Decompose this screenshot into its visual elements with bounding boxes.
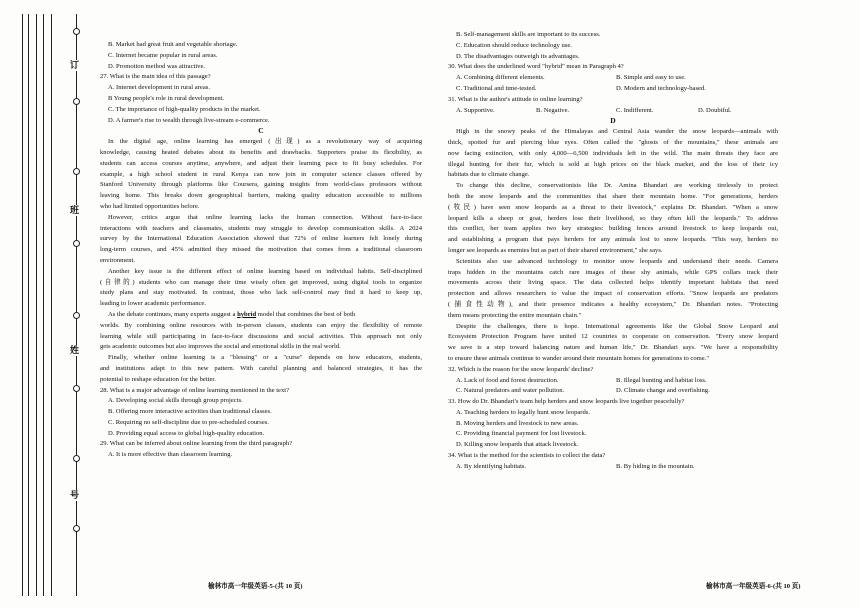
underlined-word-hybrid: hybrid (237, 310, 257, 318)
text-line: and establishing a program that pays herders for any animals lost to snow leopards. "This way, herders no (448, 236, 778, 244)
passage-c-paragraph-4 (100, 310, 422, 353)
option-line: A. Developing social skills through group projects. (108, 397, 243, 405)
text-line: gets academic outcomes but also improves the social and emotional skills in the real world. (100, 343, 341, 351)
section-heading-d: D (610, 116, 616, 126)
passage-c-paragraph-2 (100, 213, 422, 267)
binding-hole (73, 385, 80, 392)
text-line: leaving home. This breaks down geographical barriers, making quality education accessible to millions (100, 192, 422, 200)
option-line: C. Requiring no self-discipline due to pre-scheduled courses. (108, 418, 269, 426)
option-line: D. Promotion method was attractive. (108, 62, 206, 70)
passage-c-paragraph-3 (100, 267, 422, 310)
text-line: Ecosystem Protection Program have united 12 countries to cooperate on conservation. "Every snow leopard (448, 333, 778, 341)
text-line: worlds. By combining online resources with in-person classes, students can enjoy the flexibility of remote (100, 321, 422, 329)
text-line: now facing extinction, with only 4,000—6,500 individuals left in the wild. The main threats they face are (448, 149, 778, 157)
passage-c-paragraph-1 (100, 137, 422, 213)
text-line: students can access courses anytime, anywhere, and adjust their learning pace to fit busy schedules. For (100, 159, 422, 167)
text-line: Despite the challenges, there is hope. International agreements like the Global Snow Leopard and (456, 322, 778, 330)
option-line: B. Self-management skills are important to its success. (456, 31, 601, 38)
binding-hole (73, 240, 80, 247)
text-line: study plans and stay motivated. In contrast, those who lack self-control may find it hard to keep up, (100, 289, 422, 297)
option: A. Supportive. (456, 106, 495, 114)
binding-label: 班 (70, 205, 80, 215)
option: C. Traditional and time-tested. (456, 84, 537, 92)
passage-d-paragraph-1 (448, 127, 778, 181)
text-line: Scientists also use advanced technology to monitor snow leopards and understand their needs. Camera (456, 257, 778, 265)
option: D. Climate change and overfishing. (616, 387, 710, 395)
text-line: and institutions adapt to this new pattern. With careful planning and balanced strategies, it has the (100, 364, 422, 372)
binding-label: 订 (70, 60, 80, 70)
option: D. Doubtful. (698, 106, 732, 114)
binding-line (22, 14, 23, 596)
text-line: thick, spotted fur and piercing blue eyes. Often called the "ghosts of the mountains," these animals are (448, 138, 778, 146)
option-line: B. Market had great fruit and vegetable shortage. (108, 41, 238, 48)
option-row (448, 376, 778, 387)
option-row (448, 84, 778, 95)
option-line: D. Providing equal access to global high-quality education. (108, 429, 265, 437)
option-row (448, 106, 778, 117)
option-line: D. Killing snow leopards that attack livestock. (456, 441, 579, 449)
option: C. Indifferent. (616, 106, 654, 114)
question-30: 30. What does the underlined word "hybrid" mean in Paragraph 4? (448, 63, 624, 71)
question-28: 28. What is a major advantage of online learning mentioned in the text? (100, 386, 290, 394)
text-line: we save is a step toward balancing nature and human life," Dr. Bhandari says. "We have a responsibility (448, 344, 778, 352)
section-heading-c: C (258, 126, 264, 136)
binding-hole (73, 455, 80, 462)
page-footer-right: 榆林市高一年级英语-6-(共 10 页) (706, 583, 801, 590)
binding-hole (73, 168, 80, 175)
binding-margin (0, 0, 92, 608)
option: C. Natural predators and water pollution. (456, 387, 565, 395)
text-line: this conflict, her team applies two key strategies: building fences around livestock to keep leopards out, (448, 225, 778, 233)
binding-line (43, 14, 44, 596)
text-line: environment. (100, 256, 135, 264)
binding-label: 姓 (70, 345, 80, 355)
text-line: movements across their living space. The data collected helps identify important habitats that need (448, 279, 778, 287)
text-line: Stanford University through platforms like Coursera, gaining insights from world-class professors without (100, 181, 422, 189)
option-row (448, 386, 778, 397)
text-line: long-term courses, and 45% admitted they missed the motivation that comes from a traditional classroom (100, 246, 422, 254)
option: B. By hiding in the mountain. (616, 462, 695, 470)
binding-line (51, 14, 52, 596)
text-line: potential to reshape education for the better. (100, 375, 216, 383)
question-29: 29. What can be inferred about online learning from the third paragraph? (100, 440, 293, 448)
text-line: to ensure these animals continue to wander around their mountain homes for generations to come." (448, 354, 710, 362)
text-line: traps hidden in the mountains catch rare images of these shy animals, while GPS collars track their (448, 268, 778, 276)
page-footer-left: 榆林市高一年级英语-5-(共 10 页) (208, 583, 303, 590)
text-line: them means protecting the entire mountain chain." (448, 311, 582, 319)
text-line: interactions with teachers and classmates, students may struggle to develop communication skills. A 2024 (100, 224, 422, 232)
option: A. By identifying habitats. (456, 462, 527, 470)
passage-d-paragraph-3 (448, 257, 778, 322)
option-line: C. Providing financial payment for lost livestock. (456, 430, 587, 438)
question-33: 33. How do Dr. Bhandari's team help herders and snow leopards live together peacefully? (448, 398, 685, 406)
binding-hole (73, 312, 80, 319)
question-27: 27. What is the main idea of this passage? (100, 73, 211, 81)
binding-hole (73, 98, 80, 105)
text-line: learning while still participating in face-to-face discussions and social activities. This approach not only (100, 332, 422, 340)
text-line: leading to lower academic performance. (100, 300, 206, 308)
option-line: C. Education should reduce technology use. (456, 41, 572, 49)
text-line: who had limited opportunities before. (100, 202, 200, 210)
option-line: A. Teaching herders to legally hunt snow leopards. (456, 408, 591, 416)
text-line: survey by the International Education Association showed that 72% of online learners felt lonely during (100, 235, 422, 243)
text-line: High in the snowy peaks of the Himalayas and Central Asia wander the snow leopards—animals with (456, 128, 778, 136)
text-line: Another key issue is the different effect of online learning based on individual habits. Self-disciplined (108, 267, 422, 275)
text-line: (捕食性动物), and their presence indicates a healthy ecosystem," Dr. Bhandari notes. "Protecting (448, 300, 778, 308)
text-line: However, critics argue that online learning lacks the human connection. Without face-to-face (108, 213, 422, 221)
right-column (448, 30, 778, 473)
question-34: 34. What is the method for the scientists to collect the data? (448, 452, 606, 460)
text-line (100, 310, 422, 321)
option: B. Simple and easy to use. (616, 74, 686, 82)
text-line: To change this decline, conservationists like Dr. Amina Bhandari are working tirelessly to protect (456, 182, 778, 190)
text-span: model that combines the best of both (256, 310, 356, 318)
question-32: 32. Which is the reason for the snow leopards' decline? (448, 365, 594, 373)
binding-line (28, 14, 29, 596)
passage-d-paragraph-4 (448, 322, 778, 365)
option-line: C. Internet became popular in rural areas. (108, 51, 218, 59)
option-line: B. Offering more interactive activities than traditional classes. (108, 408, 272, 416)
option: A. Combining different elements. (456, 74, 545, 82)
option-line: B Young people's role in rural development. (108, 94, 225, 102)
option: A. Lack of food and forest destruction. (456, 376, 559, 384)
option-row (448, 73, 778, 84)
text-line: illegal hunting for their fur, which is sold at high prices on the black market, and the loss of their icy (448, 160, 778, 168)
text-line: leopard kills a sheep or goat, herders lose their livelihood, so they often kill the leopards." To address (448, 214, 778, 222)
text-line: both the snow leopards and the communities that share their mountain home. "For generations, herders (448, 192, 778, 200)
passage-c-paragraph-5 (100, 353, 422, 385)
option-line: A. Internet development in rural areas. (108, 84, 210, 92)
option: D. Modern and technology-based. (616, 84, 706, 92)
option-line: C. The importance of high-quality products in the market. (108, 105, 261, 113)
text-line: example, a high school student in rural Kenya can now join in computer science classes offered by (100, 170, 422, 178)
option-line: D. The disadvantages outweigh its advantages. (456, 52, 580, 60)
option-line: D. A farmer's rise to wealth through live-stream e-commerce. (108, 116, 270, 124)
passage-d-paragraph-2 (448, 181, 778, 257)
option-line: B. Moving herders and livestock to new areas. (456, 419, 579, 427)
left-column (100, 40, 422, 461)
text-line: habitats due to climate change. (448, 171, 530, 179)
text-line: In the digital age, online learning has emerged (出现) as a revolutionary way of acquiring (108, 138, 422, 146)
binding-hole (73, 525, 80, 532)
text-span: As the debate continues, many experts suggest a (108, 310, 238, 318)
text-line: protection and allows researchers to value the impact of conservation efforts. "Snow leopards are predators (448, 290, 778, 298)
option: B. Negative. (536, 106, 570, 114)
text-line: (牧民) have seen snow leopards as a threat to their livestock," explains Dr. Bhandari. "When a snow (448, 203, 778, 211)
text-line: Finally, whether online learning is a "blessing" or a "curse" depends on how educators, students, (108, 354, 422, 362)
binding-hole (73, 28, 80, 35)
question-31: 31. What is the author's attitude to online learning? (448, 95, 583, 103)
text-line: knowledge, causing heated debates about its benefits and drawbacks. Supporters praise its flexibility, as (100, 148, 422, 156)
binding-label: 号 (70, 490, 80, 500)
option-row (448, 462, 778, 473)
binding-line (36, 14, 37, 596)
text-line: longer see leopards as enemies but as part of their shared environment," she says. (448, 246, 663, 254)
option: B. Illegal hunting and habitat loss. (616, 376, 707, 384)
option-line: A. It is more effective than classroom learning. (108, 451, 233, 459)
text-line: (自律的) students who can manage their time wisely often get improved, using digital tools to organize (100, 278, 422, 286)
